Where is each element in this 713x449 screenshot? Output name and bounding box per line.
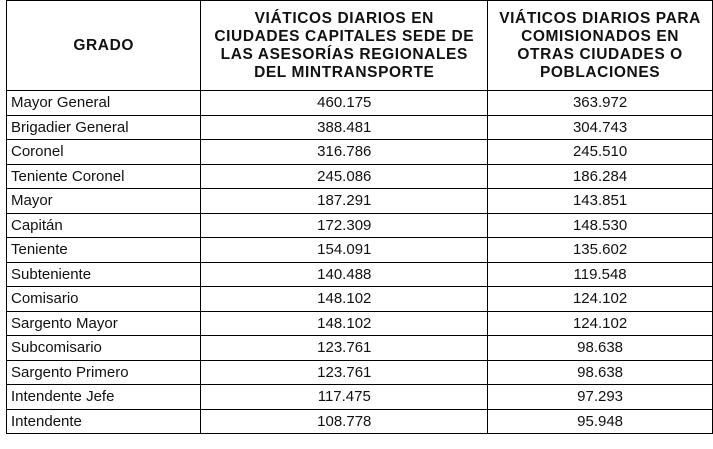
grado-cell: Teniente Coronel xyxy=(7,164,201,189)
capitales-cell: 154.091 xyxy=(201,238,488,263)
header-otras-line: COMISIONADOS EN xyxy=(521,27,680,45)
capitales-cell: 316.786 xyxy=(201,140,488,165)
viaticos-table-container xyxy=(6,0,713,434)
otras-cell: 95.948 xyxy=(488,409,713,434)
otras-cell: 148.530 xyxy=(488,213,713,238)
header-capitales-line: LAS ASESORÍAS REGIONALES xyxy=(220,45,468,63)
otras-cell: 119.548 xyxy=(488,262,713,287)
otras-cell: 124.102 xyxy=(488,287,713,312)
otras-cell: 135.602 xyxy=(488,238,713,263)
table-row xyxy=(7,189,713,214)
table-row xyxy=(7,140,713,165)
grado-cell: Subcomisario xyxy=(7,336,201,361)
capitales-cell: 108.778 xyxy=(201,409,488,434)
table-row xyxy=(7,385,713,410)
grado-cell: Teniente xyxy=(7,238,201,263)
table-body xyxy=(7,91,713,434)
capitales-cell: 388.481 xyxy=(201,115,488,140)
table-row xyxy=(7,238,713,263)
capitales-cell: 187.291 xyxy=(201,189,488,214)
otras-cell: 98.638 xyxy=(488,336,713,361)
capitales-cell: 172.309 xyxy=(201,213,488,238)
capitales-cell: 123.761 xyxy=(201,360,488,385)
table-row xyxy=(7,311,713,336)
otras-cell: 98.638 xyxy=(488,360,713,385)
table-row xyxy=(7,409,713,434)
viaticos-table xyxy=(6,0,713,434)
otras-cell: 304.743 xyxy=(488,115,713,140)
capitales-cell: 148.102 xyxy=(201,311,488,336)
grado-cell: Intendente Jefe xyxy=(7,385,201,410)
header-grado: GRADO xyxy=(7,1,201,91)
table-row xyxy=(7,336,713,361)
grado-cell: Mayor xyxy=(7,189,201,214)
header-capitales-line: VIÁTICOS DIARIOS EN xyxy=(254,9,434,27)
header-capitales xyxy=(201,1,488,91)
otras-cell: 97.293 xyxy=(488,385,713,410)
table-row xyxy=(7,115,713,140)
otras-cell: 186.284 xyxy=(488,164,713,189)
header-capitales-line: CIUDADES CAPITALES SEDE DE xyxy=(214,27,475,45)
otras-cell: 143.851 xyxy=(488,189,713,214)
capitales-cell: 460.175 xyxy=(201,91,488,116)
table-row xyxy=(7,287,713,312)
capitales-cell: 148.102 xyxy=(201,287,488,312)
capitales-cell: 140.488 xyxy=(201,262,488,287)
header-otras-line: VIÁTICOS DIARIOS PARA xyxy=(499,9,701,27)
otras-cell: 245.510 xyxy=(488,140,713,165)
grado-cell: Brigadier General xyxy=(7,115,201,140)
grado-cell: Subteniente xyxy=(7,262,201,287)
capitales-cell: 123.761 xyxy=(201,336,488,361)
grado-cell: Capitán xyxy=(7,213,201,238)
header-row xyxy=(7,1,713,91)
otras-cell: 363.972 xyxy=(488,91,713,116)
header-otras-ciudades xyxy=(488,1,713,91)
grado-cell: Sargento Primero xyxy=(7,360,201,385)
capitales-cell: 245.086 xyxy=(201,164,488,189)
grado-cell: Coronel xyxy=(7,140,201,165)
header-capitales-line: DEL MINTRANSPORTE xyxy=(254,63,435,81)
grado-cell: Intendente xyxy=(7,409,201,434)
table-row xyxy=(7,91,713,116)
table-row xyxy=(7,164,713,189)
header-otras-line: OTRAS CIUDADES O xyxy=(517,45,683,63)
header-otras-line: POBLACIONES xyxy=(539,63,661,81)
table-row xyxy=(7,262,713,287)
table-row xyxy=(7,213,713,238)
capitales-cell: 117.475 xyxy=(201,385,488,410)
grado-cell: Comisario xyxy=(7,287,201,312)
grado-cell: Sargento Mayor xyxy=(7,311,201,336)
grado-cell: Mayor General xyxy=(7,91,201,116)
table-row xyxy=(7,360,713,385)
otras-cell: 124.102 xyxy=(488,311,713,336)
